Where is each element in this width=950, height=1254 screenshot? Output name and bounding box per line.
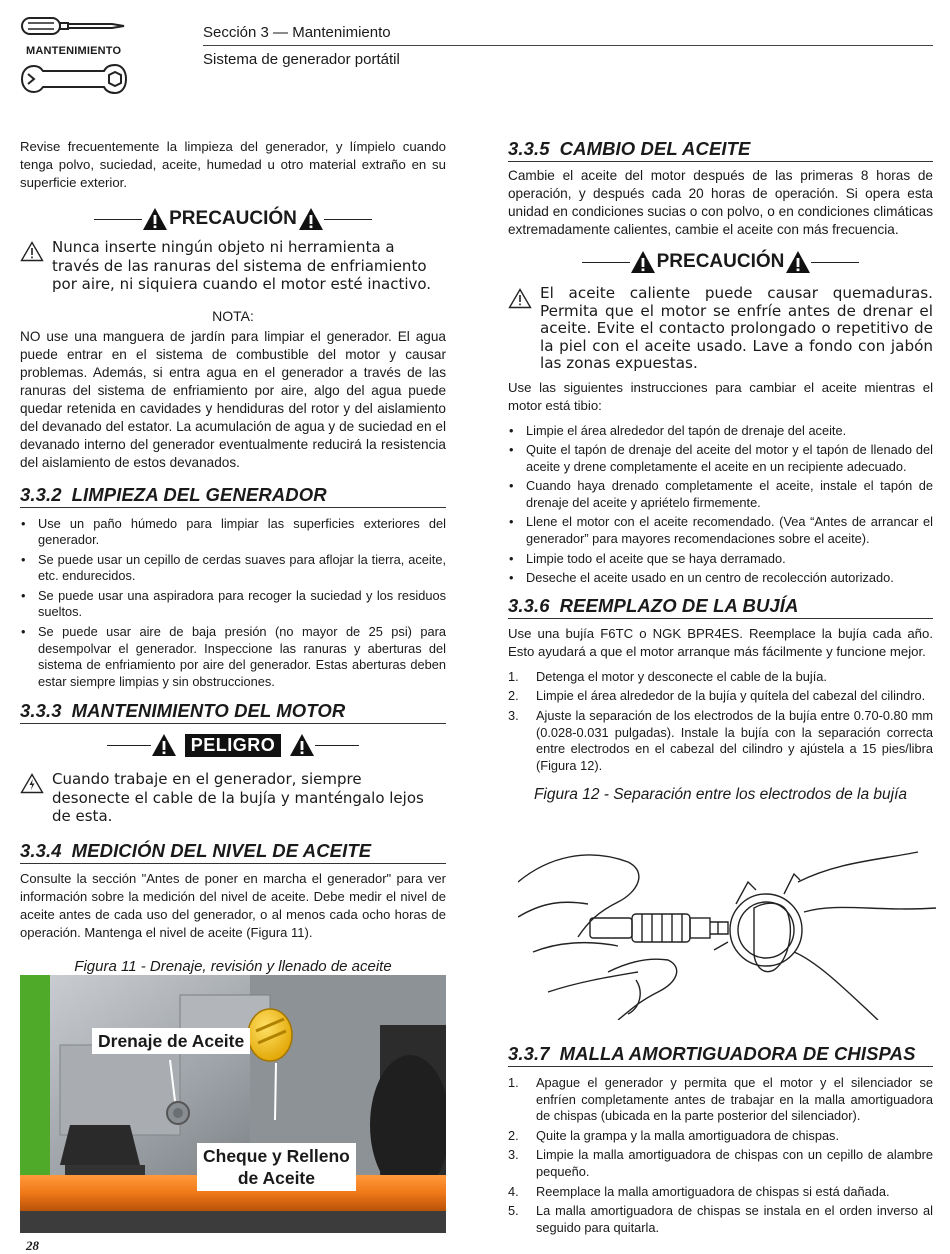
caution-message: [508, 285, 933, 373]
list-item: 5. La malla amortiguadora de chispas se instala en el orden inverso al seguido para quitarla.: [508, 1203, 933, 1235]
list-item: • Limpie todo el aceite que se haya derramado.: [508, 551, 933, 568]
section-title: Sección 3 — Mantenimiento: [203, 24, 391, 41]
list-item: • Se puede usar aire de baja presión (no mayor de 25 psi) para desempolvar el generador. Inspeccione las ranuras y aberturas del sistema de enfriamiento por aire del generador. Estas aberturas deben estar siempre limpias y sin obstrucciones.: [20, 624, 446, 690]
caution-word: PRECAUCIÓN: [656, 251, 785, 272]
heading-3-3-5: 3.3.5 CAMBIO DEL ACEITE: [508, 138, 933, 162]
figure-11-caption: Figura 11 - Drenaje, revisión y llenado de aceite: [74, 957, 392, 975]
caution-banner: [508, 249, 933, 275]
left-column: [20, 138, 446, 975]
list-item: • Se puede usar una aspiradora para recoger la suciedad y los residuos sueltos.: [20, 588, 446, 621]
danger-banner: [20, 732, 446, 758]
warning-outline-icon: [508, 288, 532, 309]
header-label: MANTENIMIENTO: [26, 45, 122, 57]
list-item: • Quite el tapón de drenaje del aceite del motor y el tapón de llenado del aceite y drene completamente el aceite en un recipiente adecuado.: [508, 442, 933, 475]
heading-3-3-2: 3.3.2 LIMPIEZA DEL GENERADOR: [20, 484, 446, 508]
caution-text: El aceite caliente puede causar quemaduras. Permita que el motor se enfríe antes de drenar el aceite. Evite el contacto prolongado o repetitivo de la piel con el aceite usado. Lave a fondo con jabón las zonas expuestas.: [540, 284, 933, 372]
caution-message: [20, 238, 446, 294]
heading-3-3-3: 3.3.3 MANTENIMIENTO DEL MOTOR: [20, 700, 446, 724]
warning-outline-icon: [20, 241, 44, 262]
figure-12-illustration: [518, 842, 936, 1020]
note-title: NOTA:: [212, 307, 254, 324]
spark-plug-steps: [508, 669, 933, 775]
warning-triangle-icon: [630, 250, 656, 274]
danger-word: PELIGRO: [185, 734, 282, 757]
spark-arrester-steps: [508, 1075, 933, 1236]
list-item: • Cuando haya drenado completamente el aceite, instale el tapón de drenaje del aceite y apriételo firmemente.: [508, 478, 933, 511]
caution-banner: [20, 206, 446, 232]
spark-plug-paragraph: Use una bujía F6TC o NGK BPR4ES. Reemplace la bujía cada año. Esto ayudará a que el motor arranque más fácilmente y funcione mejor.: [508, 625, 933, 659]
list-item: 3. Ajuste la separación de los electrodos de la bujía entre 0.70-0.80 mm (0.028-0.031 pulgadas). Instale la bujía con la separación correcta entre electrodos en el cabezal del cilindro y ajústela a 15 pies/libra (Figura 12).: [508, 708, 933, 773]
note-paragraph: NO use una manguera de jardín para limpiar el generador. El agua puede entrar en el sistema de combustible del motor y causar problemas. Además, si entra agua en el generador a través de las ranuras del sistema de enfriamiento por aire, algo del agua puede quedar retenida en cavidades y hendiduras del rotor y del aislamiento del devanado del estator. La acumulación de agua y de suciedad en el devanado interno del generador eventualmente reducirá la resistencia del aislamiento de estos devanados.: [20, 328, 446, 470]
generator-engine-illustration: [20, 975, 446, 1233]
wrench-icon: [20, 62, 128, 101]
list-item: 4. Reemplace la malla amortiguadora de chispas si está dañada.: [508, 1183, 890, 1199]
caution-word: PRECAUCIÓN: [169, 208, 297, 229]
electric-hazard-icon: [20, 773, 44, 794]
callout-drain: Drenaje de Aceite: [92, 1028, 250, 1054]
right-column-lower: [508, 1043, 933, 1239]
oil-change-list: [508, 423, 933, 587]
heading-3-3-6: 3.3.6 REEMPLAZO DE LA BUJÍA: [508, 595, 933, 619]
caution-text: Nunca inserte ningún objeto ni herramienta a través de las ranuras del sistema de enfriamiento por aire, ni siquiera cuando el motor esté inactivo.: [52, 238, 432, 293]
oil-change-paragraph: Cambie el aceite del motor después de las primeras 8 horas de operación, y después cada 20 horas de operación. Si opera esta unidad en condiciones sucias o con polvo, o en condiciones climáticas extremadamente calientes, cambie el aceite con más frecuencia.: [508, 168, 933, 237]
list-item: • Llene el motor con el aceite recomendado. (Vea “Antes de arrancar el generador” para mayores recomendaciones sobre el aceite).: [508, 514, 933, 547]
callout-fill-line-2: de Aceite: [237, 1168, 315, 1188]
heading-3-3-7: 3.3.7 MALLA AMORTIGUADORA DE CHISPAS: [508, 1043, 933, 1067]
list-item: 2. Quite la grampa y la malla amortiguadora de chispas.: [508, 1127, 840, 1143]
warning-triangle-icon: [289, 733, 315, 757]
figure-12-caption: Figura 12 - Separación entre los electrodos de la bujía: [533, 786, 908, 804]
spark-plug-gap-drawing: [518, 842, 936, 1020]
header-divider: [203, 45, 933, 46]
page-number: 28: [26, 1238, 39, 1253]
list-item: • Deseche el aceite usado en un centro de recolección autorizado.: [508, 570, 933, 587]
callout-fill: [197, 1143, 356, 1191]
warning-triangle-icon: [298, 207, 324, 231]
intro-paragraph: Revise frecuentemente la limpieza del generador, y límpielo cuando tenga polvo, suciedad, aceite, humedad u otro material extraño en su superficie exterior.: [20, 139, 446, 190]
heading-3-3-4: 3.3.4 MEDICIÓN DEL NIVEL DE ACEITE: [20, 840, 446, 864]
oil-level-paragraph: Consulte la sección "Antes de poner en marcha el generador" para ver información sobre la medición del nivel de aceite. Debe medir el nivel de aceite antes de cada uso del generador, o al menos cada ocho horas de operación. Mantenga el nivel de aceite (Figura 11).: [20, 870, 446, 940]
list-item: 1. Detenga el motor y desconecte el cable de la bujía.: [508, 668, 827, 684]
list-item: • Limpie el área alrededor del tapón de drenaje del aceite.: [508, 423, 933, 440]
warning-triangle-icon: [785, 250, 811, 274]
section-subtitle: Sistema de generador portátil: [203, 51, 400, 68]
list-item: 1. Apague el generador y permita que el motor y el silenciador se enfríen completamente antes de trabajar en la malla amortiguadora de chispas (ubicada en la parte posterior del silenciador).: [508, 1075, 933, 1124]
cleaning-list: [20, 516, 446, 691]
danger-message: [20, 770, 446, 826]
right-column: [508, 138, 933, 804]
list-item: 3. Limpie la malla amortiguadora de chispas con un cepillo de alambre pequeño.: [508, 1147, 933, 1179]
danger-text: Cuando trabaje en el generador, siempre desonecte el cable de la bujía y manténgalo lejos de esta.: [52, 770, 424, 826]
list-item: • Se puede usar un cepillo de cerdas suaves para aflojar la tierra, aceite, etc. endurecidos.: [20, 552, 446, 585]
list-item: • Use un paño húmedo para limpiar las superficies exteriores del generador.: [20, 516, 446, 549]
warning-triangle-icon: [151, 733, 177, 757]
callout-fill-line-1: Cheque y Relleno: [203, 1146, 350, 1166]
figure-11-photo: [20, 975, 446, 1233]
oil-change-lead: Use las siguientes instrucciones para cambiar el aceite mientras el motor está tibio:: [508, 379, 933, 413]
list-item: 2. Limpie el área alrededor de la bujía y quítela del cabezal del cilindro.: [508, 688, 926, 704]
warning-triangle-icon: [142, 207, 168, 231]
